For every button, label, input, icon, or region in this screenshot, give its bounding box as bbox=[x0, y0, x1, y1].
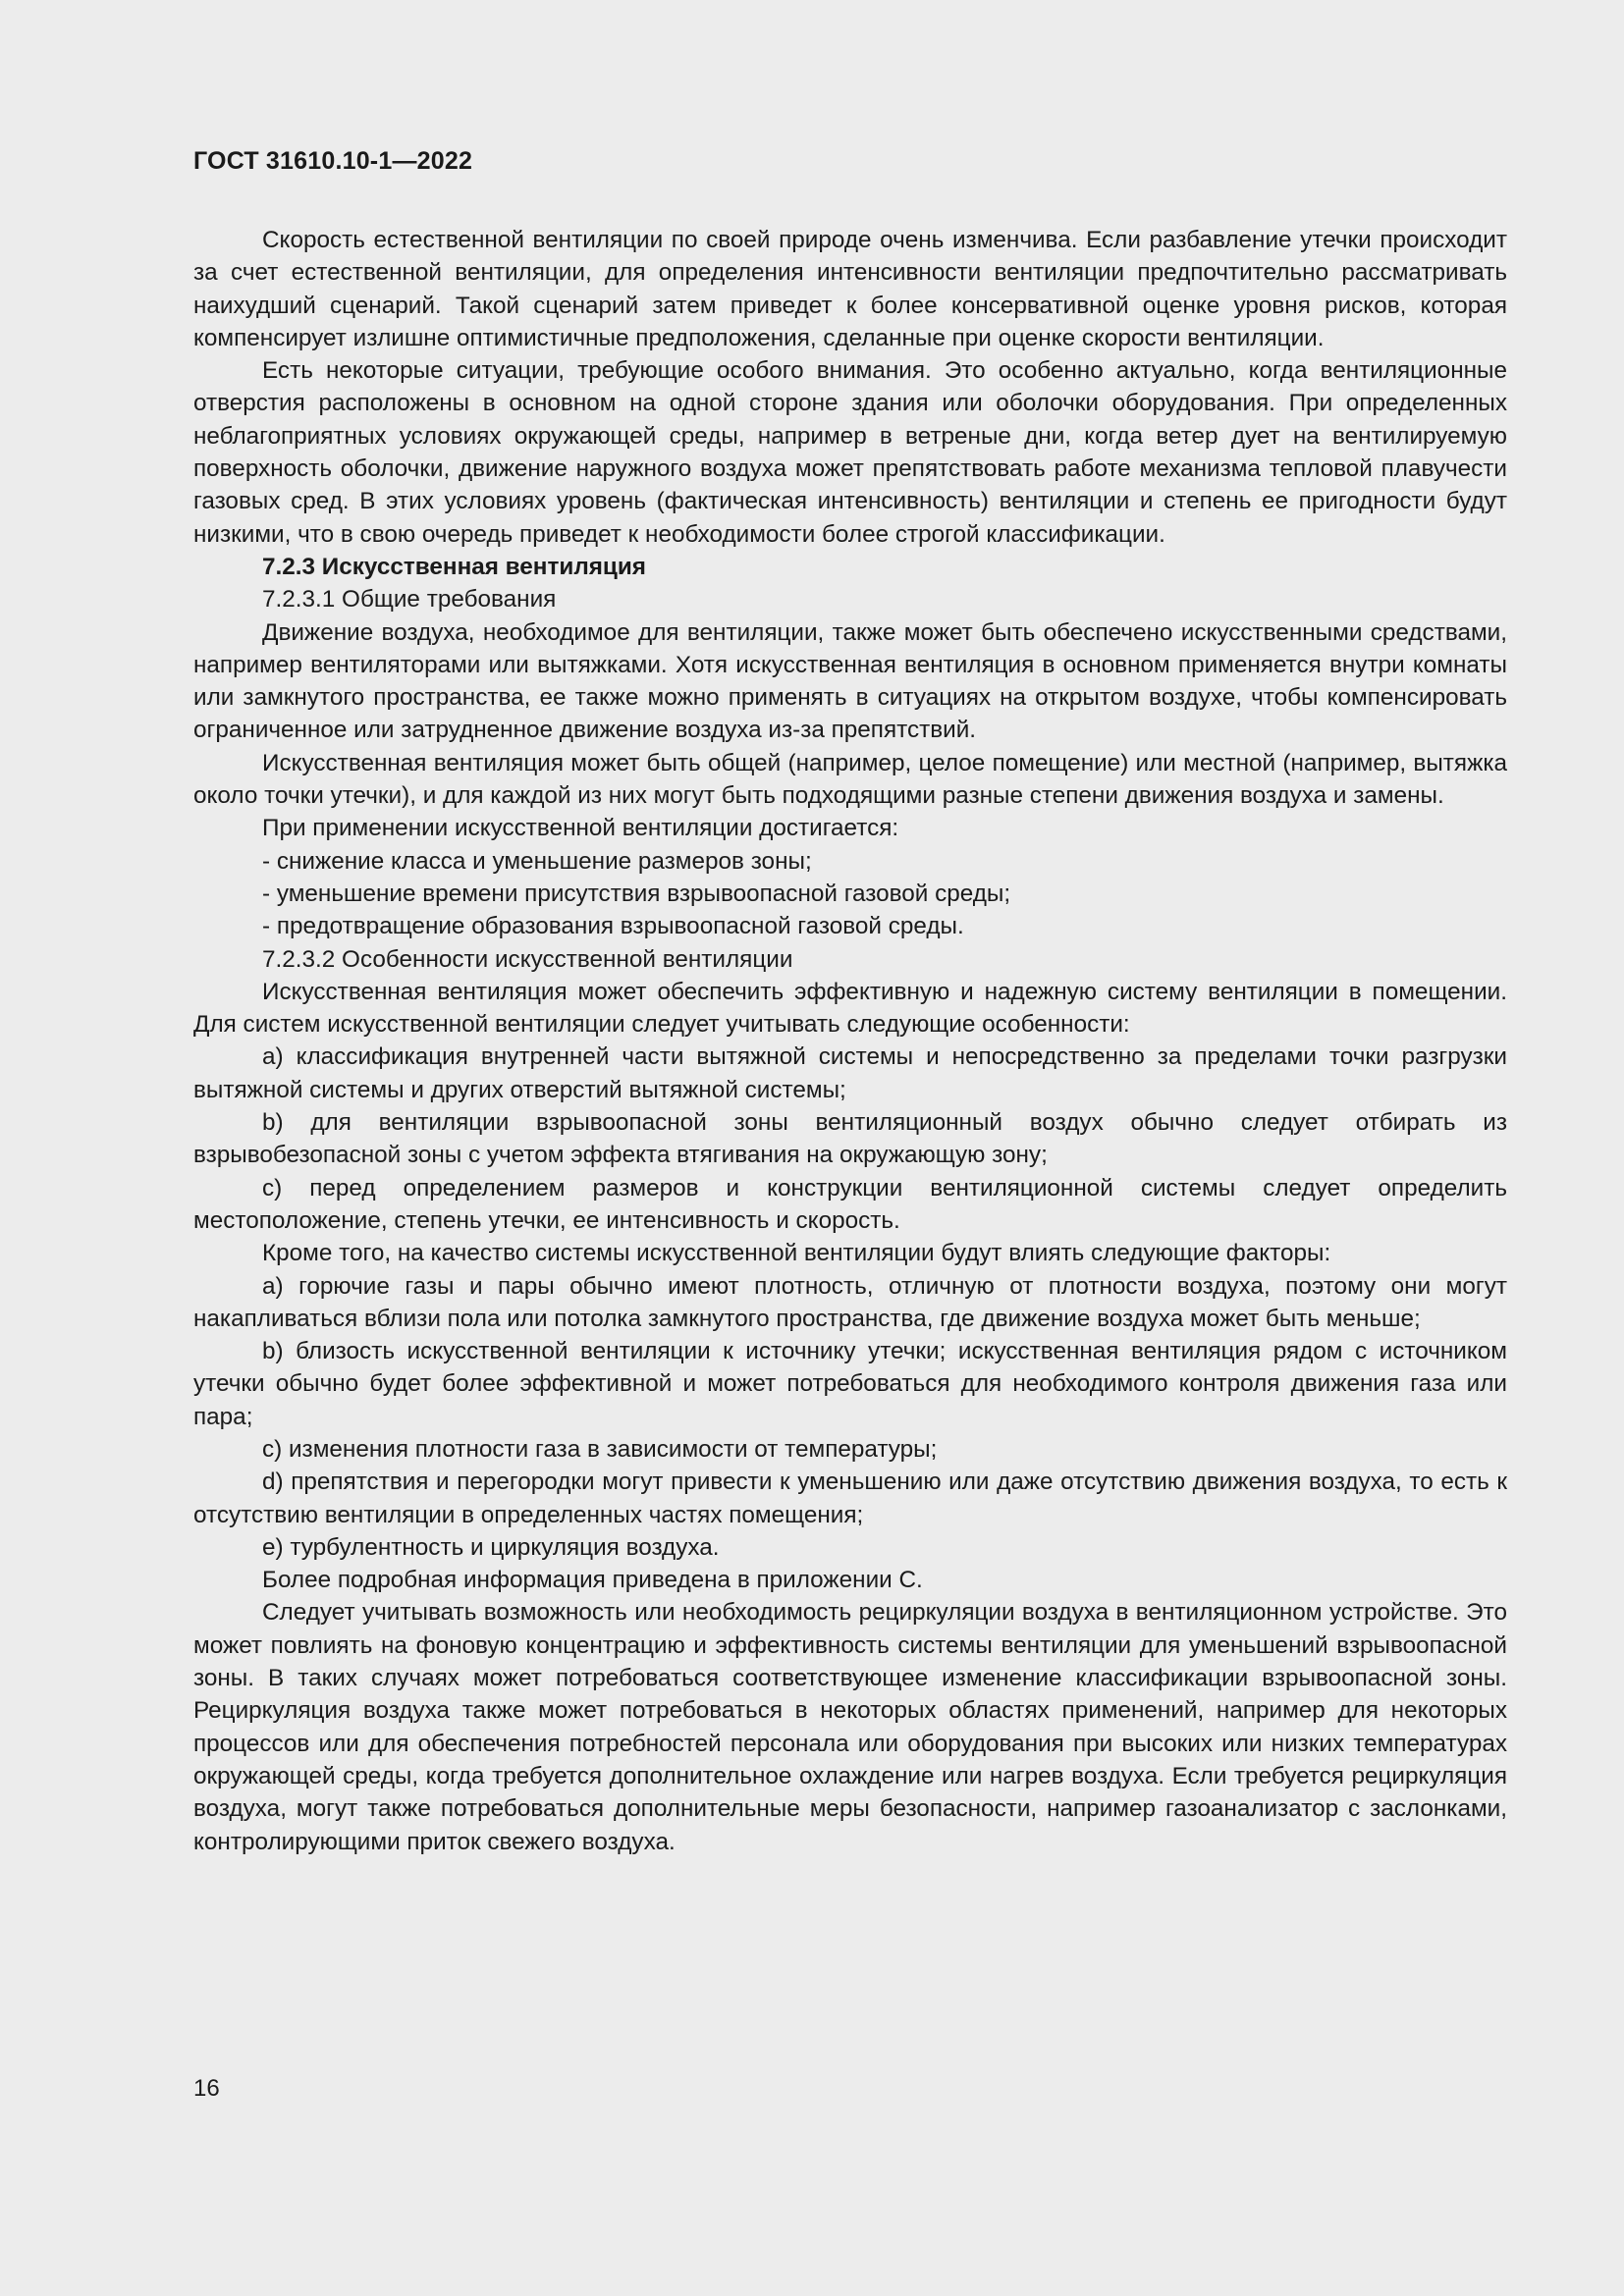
paragraph: 7.2.3.2 Особенности искусственной вентиляции bbox=[262, 945, 793, 973]
page-number: 16 bbox=[193, 2075, 220, 2102]
paragraph: Есть некоторые ситуации, требующие особого внимания. Это особенно актуально, когда вентиляционные отверстия расположены в основном на одной стороне здания или оболочки оборудования. При определенных неблагоприятных условиях окружающей среды, например в ветреные дни, когда ветер дует на вентилируемую поверхность оболочки, движение наружного воздуха может препятствовать работе механизма тепловой плавучести газовых сред. В этих условиях уровень (фактическая интенсивность) вентиляции и степень ее пригодности будут низкими, что в свою очередь приведет к необходимости более строгой классификации. bbox=[193, 357, 1507, 548]
paragraph: 7.2.3 Искусственная вентиляция bbox=[262, 553, 646, 580]
paragraph: Кроме того, на качество системы искусственной вентиляции будут влиять следующие факторы: bbox=[262, 1240, 1331, 1267]
standard-header: ГОСТ 31610.10-1—2022 bbox=[193, 147, 473, 175]
body-text bbox=[193, 224, 1507, 1858]
paragraph: - снижение класса и уменьшение размеров зоны; bbox=[262, 847, 812, 875]
paragraph: Более подробная информация приведена в приложении C. bbox=[262, 1567, 923, 1594]
paragraph: Искусственная вентиляция может обеспечить эффективную и надежную систему вентиляции в помещении. Для систем искусственной вентиляции следует учитывать следующие особенности: bbox=[193, 978, 1507, 1039]
paragraph: a) горючие газы и пары обычно имеют плотность, отличную от плотности воздуха, поэтому они могут накапливаться вблизи пола или потолка замкнутого пространства, где движение воздуха может быть меньше; bbox=[193, 1272, 1507, 1332]
paragraph: e) турбулентность и циркуляция воздуха. bbox=[262, 1533, 720, 1561]
paragraph: c) изменения плотности газа в зависимости от температуры; bbox=[262, 1435, 938, 1463]
paragraph: a) классификация внутренней части вытяжной системы и непосредственно за пределами точки разгрузки вытяжной системы и других отверстий вытяжной системы; bbox=[193, 1043, 1507, 1103]
paragraph: d) препятствия и перегородки могут привести к уменьшению или даже отсутствию движения воздуха, то есть к отсутствию вентиляции в определенных частях помещения; bbox=[193, 1468, 1507, 1528]
paragraph: 7.2.3.1 Общие требования bbox=[262, 586, 557, 614]
paragraph: - предотвращение образования взрывоопасной газовой среды. bbox=[262, 913, 964, 940]
paragraph: b) близость искусственной вентиляции к источнику утечки; искусственная вентиляция рядом с источником утечки обычно будет более эффективной и может потребоваться для необходимого контроля движения газа или пара; bbox=[193, 1338, 1507, 1430]
paragraph: c) перед определением размеров и конструкции вентиляционной системы следует определить местоположение, степень утечки, ее интенсивность и скорость. bbox=[193, 1174, 1507, 1234]
paragraph: Следует учитывать возможность или необходимость рециркуляции воздуха в вентиляционном устройстве. Это может повлиять на фоновую концентрацию и эффективность системы вентиляции для уменьшений взрывоопасной зоны. В таких случаях может потребоваться соответствующее изменение классификации взрывоопасной зоны. Рециркуляция воздуха также может потребоваться в некоторых областях применений, например для некоторых процессов или для обеспечения потребностей персонала или оборудования при высоких или низких температурах окружающей среды, когда требуется дополнительное охлаждение или нагрев воздуха. Если требуется рециркуляция воздуха, могут также потребоваться дополнительные меры безопасности, например газоанализатор с заслонками, контролирующими приток свежего воздуха. bbox=[193, 1599, 1507, 1855]
paragraph: - уменьшение времени присутствия взрывоопасной газовой среды; bbox=[262, 880, 1011, 907]
paragraph: Движение воздуха, необходимое для вентиляции, также может быть обеспечено искусственными средствами, например вентиляторами или вытяжками. Хотя искусственная вентиляция в основном применяется внутри комнаты или замкнутого пространства, ее также можно применять в ситуациях на открытом воздухе, чтобы компенсировать ограниченное или затрудненное движение воздуха из-за препятствий. bbox=[193, 618, 1507, 744]
paragraph: При применении искусственной вентиляции достигается: bbox=[262, 815, 899, 842]
paragraph: Искусственная вентиляция может быть общей (например, целое помещение) или местной (например, вытяжка около точки утечки), и для каждой из них могут быть подходящими разные степени движения воздуха и замены. bbox=[193, 749, 1507, 810]
paragraph: Скорость естественной вентиляции по своей природе очень изменчива. Если разбавление утечки происходит за счет естественной вентиляции, для определения интенсивности вентиляции предпочтительно рассматривать наихудший сценарий. Такой сценарий затем приведет к более консервативной оценке уровня рисков, которая компенсирует излишне оптимистичные предположения, сделанные при оценке скорости вентиляции. bbox=[193, 227, 1507, 351]
paragraph: b) для вентиляции взрывоопасной зоны вентиляционный воздух обычно следует отбирать из взрывобезопасной зоны с учетом эффекта втягивания на окружающую зону; bbox=[193, 1109, 1507, 1169]
